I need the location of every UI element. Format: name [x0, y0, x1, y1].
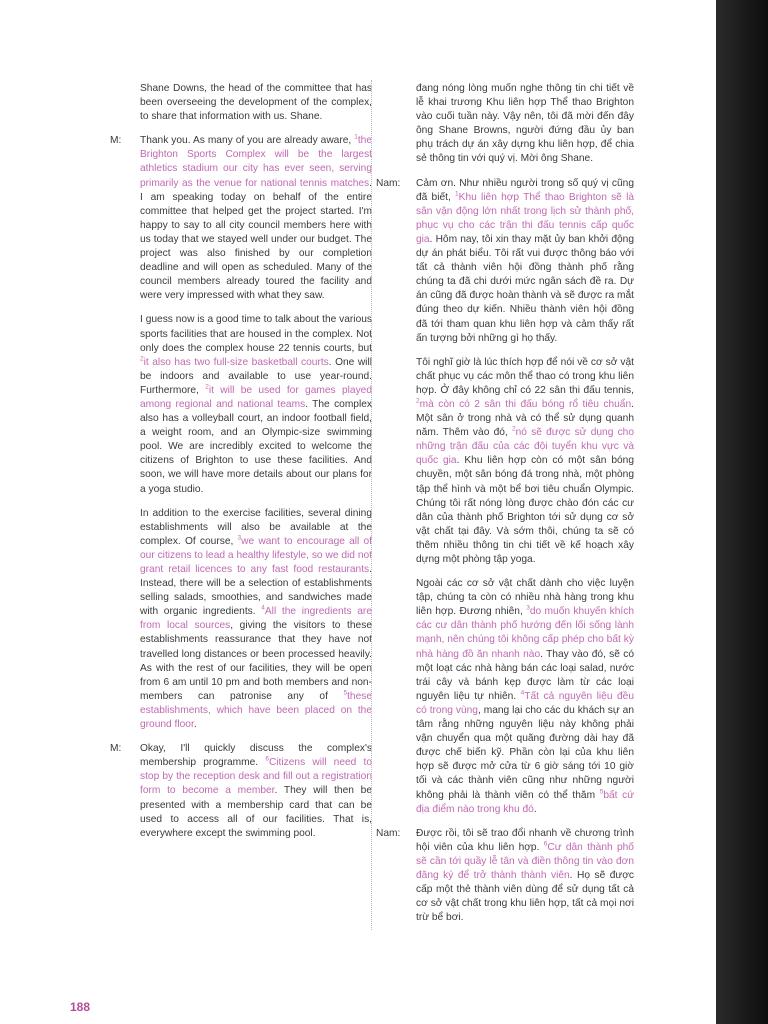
- column-divider: [371, 80, 372, 930]
- speech-paragraph-2: Tôi nghĩ giờ là lúc thích hợp để nói về cơ sở vật chất phục vụ các môn thể thao có trong khu liên hợp. Ở đây không chỉ có 22 sân thi đấu tennis, $^2$mà còn có 2 sân thi đấu bóng rổ tiêu chuẩn. Một sân ở trong nhà và có thể sử dụng quanh năm. Thêm vào đó, $^2$nó sẽ được sử dụng cho những trận đấu của các đội tuyển khu vực và quốc gia. Khu liên hợp còn có một sân bóng chuyền, một sân bóng đá trong nhà, một phòng tập thể hình và một bể bơi tiêu chuẩn Olympic. Chúng tôi rất nóng lòng được chào đón các cư dân của thành phố Brighton tới sử dụng cơ sở vật chất tại đây. Và sớm thôi, chúng ta sẽ có thêm nhiều thông tin chi tiết về kế hoạch xây dựng một phòng tập yoga.: [416, 356, 634, 565]
- answer-highlight: nó sẽ được sử dụng cho những trận đấu của các đội tuyển khu vực và quốc gia: [416, 427, 634, 467]
- answer-highlight: Citizens will need to stop by the reception desk and fill out a registration form to become a member: [140, 757, 372, 797]
- speech-paragraph-1: [376, 177, 634, 346]
- speech-paragraph-2: I guess now is a good time to talk about the various sports facilities that are housed in the complex. Not only does the complex house 22 tennis courts, but $^2$it also has two full-size basketball courts. One will be indoors and available to use year-round. Furthermore, $^2$it will be used for games played among regional and national teams. The complex also has a volleyball court, an indoor football field, a weight room, and an Olympic-size swimming pool. We are incredibly excited to welcome the citizens of Brighton to use these facilities. And soon, we will have more details about our plans for a yoga studio.: [140, 314, 372, 495]
- intro-paragraph: Shane Downs, the head of the committee that has been overseeing the development of the complex, to share that information with us. Shane.: [140, 83, 372, 123]
- answer-marker: 2: [140, 355, 144, 363]
- paragraph-text: Thank you. As many of you are already aware, $^1$the Brighton Sports Complex will be the largest athletics stadium our city has ever seen, serving primarily as the venue for national tennis matches. I am speaking today on behalf of the entire committee that helped get the project started. I'm happy to say to all city council members here with us today that we stayed well under our budget. The project was also finished by our completion deadline and will open as scheduled. Many of the council members already toured the facility and were very impressed with what they saw.: [140, 133, 372, 302]
- answer-marker: 1: [455, 190, 459, 198]
- answer-marker: 3: [526, 604, 530, 612]
- answer-highlight: these establishments, which have been placed on the ground floor: [140, 690, 372, 731]
- answer-marker: 4: [520, 689, 525, 697]
- answer-marker: 6: [265, 755, 269, 763]
- answer-marker: 2: [511, 425, 516, 433]
- speech-paragraph-1: [110, 134, 372, 303]
- answer-highlight: it will be used for games played among regional and national teams: [140, 384, 372, 410]
- vietnamese-column: [376, 82, 634, 935]
- speaker-label: Nam:: [376, 177, 401, 189]
- page-number: 188: [70, 1000, 91, 1014]
- speech-paragraph-4: [110, 742, 372, 841]
- answer-marker: 5: [343, 689, 348, 697]
- answer-highlight: it also has two full-size basketball courts: [143, 356, 329, 368]
- answer-highlight: Cư dân thành phố sẽ cần tới quầy lễ tân và điền thông tin vào đơn đăng ký để trở thành thành viên: [416, 841, 634, 881]
- answer-marker: 4: [261, 604, 265, 612]
- answer-marker: 2: [205, 383, 209, 391]
- answer-marker: 2: [416, 397, 420, 405]
- scan-border: [716, 0, 768, 1024]
- answer-marker: 1: [354, 133, 358, 141]
- answer-highlight: Tất cả nguyên liệu đều có trong vùng: [416, 690, 634, 716]
- answer-highlight: All the ingredients are from local sources: [140, 606, 372, 632]
- speaker-label: M:: [110, 743, 122, 755]
- paragraph-text: Cảm ơn. Như nhiều người trong số quý vị cũng đã biết, $^1$Khu liên hợp Thể thao Brighton sẽ là sân vận động lớn nhất trong lịch sử thành phố, phục vụ cho các trận thi đấu tennis cấp quốc gia. Hôm nay, tôi xin thay mặt ủy ban khởi động dự án phát biểu. Tôi rất vui được thông báo với tất cả thành viên hội đồng thành phố rằng chúng ta đã chi dưới mức ngân sách đề ra. Dự án cũng đã được hoàn thành và sẽ được ra mắt đúng theo dự kiến. Nhiều thành viên hội đồng đã tới tham quan khu liên hợp và cảm thấy rất ấn tượng bởi những gì họ thấy.: [416, 177, 634, 344]
- answer-marker: 6: [543, 840, 548, 848]
- speaker-label: Nam:: [376, 827, 401, 839]
- answer-highlight: Khu liên hợp Thể thao Brighton sẽ là sân vận động lớn nhất trong lịch sử thành phố, phục vụ cho các trận thi đấu tennis cấp quốc gia: [416, 191, 634, 245]
- english-column: [110, 82, 372, 851]
- speech-paragraph-3: Ngoài các cơ sở vật chất dành cho việc luyện tập, chúng ta còn có nhiều nhà hàng trong khu liên hợp. Đương nhiên, $^3$do muốn khuyến khích các cư dân thành phố hướng đến lối sống lành mạnh, nên chúng tôi không cấp phép cho bất kỳ nhà hàng đồ ăn nhanh nào. Thay vào đó, sẽ có một loạt các nhà hàng bán các loại salad, nước trái cây và bánh kẹp được làm từ các loại nguyên liệu tự nhiên. $^4$Tất cả nguyên liệu đều có trong vùng, mang lại cho các du khách sự an tâm rằng những nguyên liệu này không phải vận chuyển qua một quãng đường dài hay đã được chế biến kỹ. Phần còn lại của khu liên hợp sẽ được mở cửa từ 6 giờ sáng tới 10 giờ tối và các thành viên cũng như những người không phải là thành viên có thể thăm $^5$bất cứ địa điểm nào trong khu đó.: [416, 578, 635, 815]
- answer-highlight: we want to encourage all of our citizens to lead a healthy lifestyle, so we did not grant retail licences to any fast food restaurants: [140, 535, 372, 575]
- intro-paragraph: đang nóng lòng muốn nghe thông tin chi tiết về lễ khai trương Khu liên hợp Thể thao Brighton vào cuối tuần này. Vậy nên, tôi đã mời đến đây ông Shane Browns, người đứng đầu ủy ban phụ trách dự án xây dựng khu liên hợp, để chia sẻ thông tin với quý vị. Mời ông Shane.: [416, 83, 634, 165]
- paragraph-text: Được rồi, tôi sẽ trao đổi nhanh về chương trình hội viên của khu liên hợp. $^6$Cư dân thành phố sẽ cần tới quầy lễ tân và điền thông tin vào đơn đăng ký để trở thành thành viên. Họ sẽ được cấp một thẻ thành viên dùng để sử dụng tất cả cơ sở vật chất trong khu liên hợp, tất cả mọi nơi trừ bể bơi.: [416, 827, 634, 924]
- answer-highlight: mà còn có 2 sân thi đấu bóng rổ tiêu chuẩn: [419, 398, 632, 410]
- speech-paragraph-4: [376, 827, 634, 926]
- speaker-label: M:: [110, 135, 122, 147]
- answer-highlight: do muốn khuyến khích các cư dân thành phố hướng đến lối sống lành mạnh, nên chúng tôi không cấp phép cho bất kỳ nhà hàng đồ ăn nhanh nào: [416, 606, 635, 660]
- answer-highlight: the Brighton Sports Complex will be the largest athletics stadium our city has ever seen, serving primarily as the venue for national tennis matches: [140, 135, 372, 189]
- answer-marker: 3: [237, 534, 242, 542]
- answer-highlight: bất cứ địa điểm nào trong khu đó: [416, 789, 635, 815]
- paragraph-text: Okay, I'll quickly discuss the complex's membership programme. $^6$Citizens will need to stop by the reception desk and fill out a registration form to become a member. They will then be presented with a membership card that can be used to access all of our facilities. That is, everywhere except the swimming pool.: [140, 743, 372, 839]
- answer-marker: 5: [599, 788, 604, 796]
- speech-paragraph-3: In addition to the exercise facilities, several dining establishments will also be available at the complex. Of course, $^3$we want to encourage all of our citizens to lead a healthy lifestyle, so we did not grant retail licences to any fast food restaurants. Instead, there will be a selection of establishments selling salads, smoothies, and sandwiches made with organic ingredients. $^4$All the ingredients are from local sources, giving the visitors to these establishments reassurance that they have not travelled long distances or been processed heavily. As with the rest of our facilities, they will be open from 6 am until 10 pm and both members and non-members can patronise any of $^5$these establishments, which have been placed on the ground floor.: [140, 507, 372, 731]
